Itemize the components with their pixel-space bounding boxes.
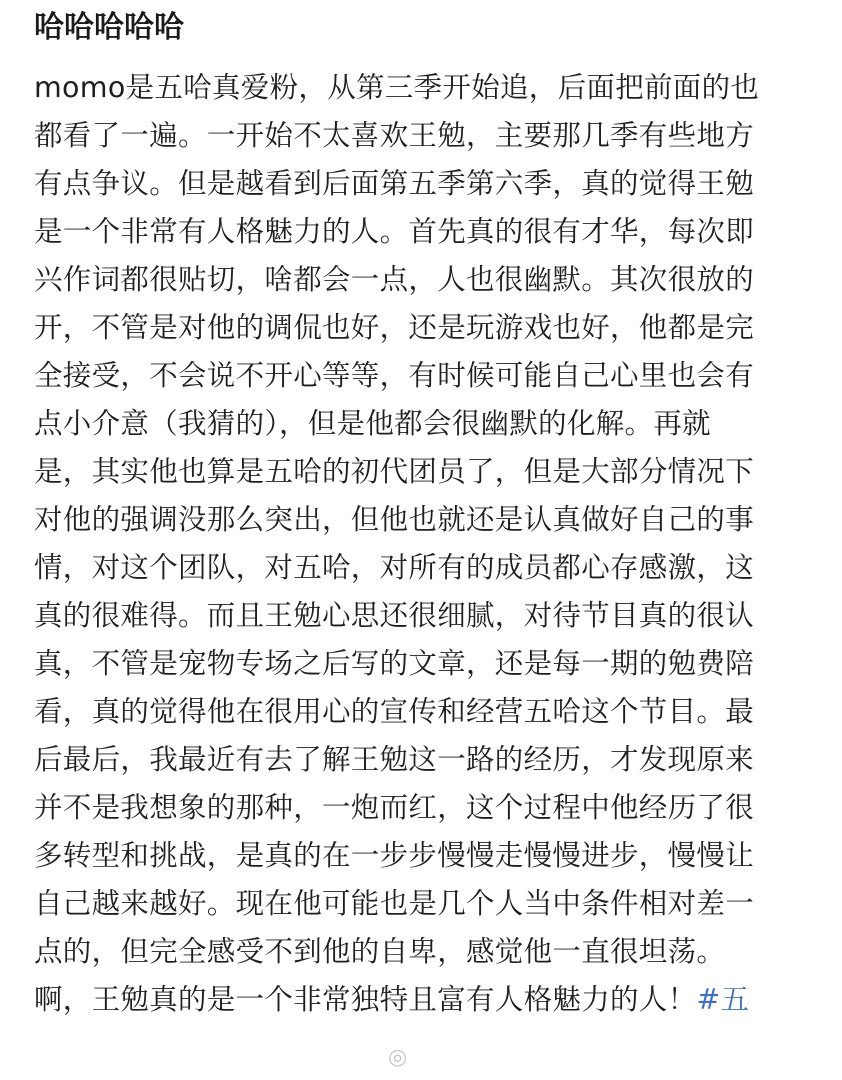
body-line-11: 情，对这个团队，对五哈，对所有的成员都心存感激，这 [34, 551, 755, 584]
body-line-17: 多转型和挑战，是真的在一步步慢慢走慢慢进步，慢慢让 [34, 839, 755, 872]
post-body [34, 64, 822, 1024]
body-line-4: 是一个非常有人格魅力的人。首先真的很有才华，每次即 [34, 215, 755, 248]
body-line-1: momo是五哈真爱粉，从第三季开始追，后面把前面的也 [34, 71, 760, 104]
body-line-9: 是，其实他也算是五哈的初代团员了，但是大部分情况下 [34, 455, 755, 488]
post-title: 哈哈哈哈哈 [34, 10, 184, 45]
body-line-12: 真的很难得。而且王勉心思还很细腻，对待节目真的很认 [34, 599, 755, 632]
body-line-18: 自己越来越好。现在他可能也是几个人当中条件相对差一 [34, 887, 755, 920]
body-line-16: 并不是我想象的那种，一炮而红，这个过程中他经历了很 [34, 791, 755, 824]
body-line-5: 兴作词都很贴切，啥都会一点，人也很幽默。其次很放的 [34, 263, 755, 296]
body-line-10: 对他的强调没那么突出，但他也就还是认真做好自己的事 [34, 503, 755, 536]
body-line-7: 全接受，不会说不开心等等，有时候可能自己心里也会有 [34, 359, 755, 392]
body-line-2: 都看了一遍。一开始不太喜欢王勉，主要那几季有些地方 [34, 119, 755, 152]
body-line-15: 后最后，我最近有去了解王勉这一路的经历，才发现原来 [34, 743, 755, 776]
body-line-20 [34, 976, 822, 1024]
body-line-6: 开，不管是对他的调侃也好，还是玩游戏也好，他都是完 [34, 311, 755, 344]
hashtag-link[interactable]: #五 [696, 983, 750, 1016]
body-line-13: 真，不管是宠物专场之后写的文章，还是每一期的勉费陪 [34, 647, 755, 680]
watermark-logo: ◎ [388, 1045, 408, 1070]
body-line-20-text: 啊，王勉真的是一个非常独特且富有人格魅力的人！ [34, 983, 697, 1016]
body-line-3: 有点争议。但是越看到后面第五季第六季，真的觉得王勉 [34, 167, 755, 200]
body-line-19: 点的，但完全感受不到他的自卑，感觉他一直很坦荡。 [34, 935, 726, 968]
body-line-14: 看，真的觉得他在很用心的宣传和经营五哈这个节目。最 [34, 695, 755, 728]
body-line-8: 点小介意（我猜的），但是他都会很幽默的化解。再就 [34, 407, 711, 440]
